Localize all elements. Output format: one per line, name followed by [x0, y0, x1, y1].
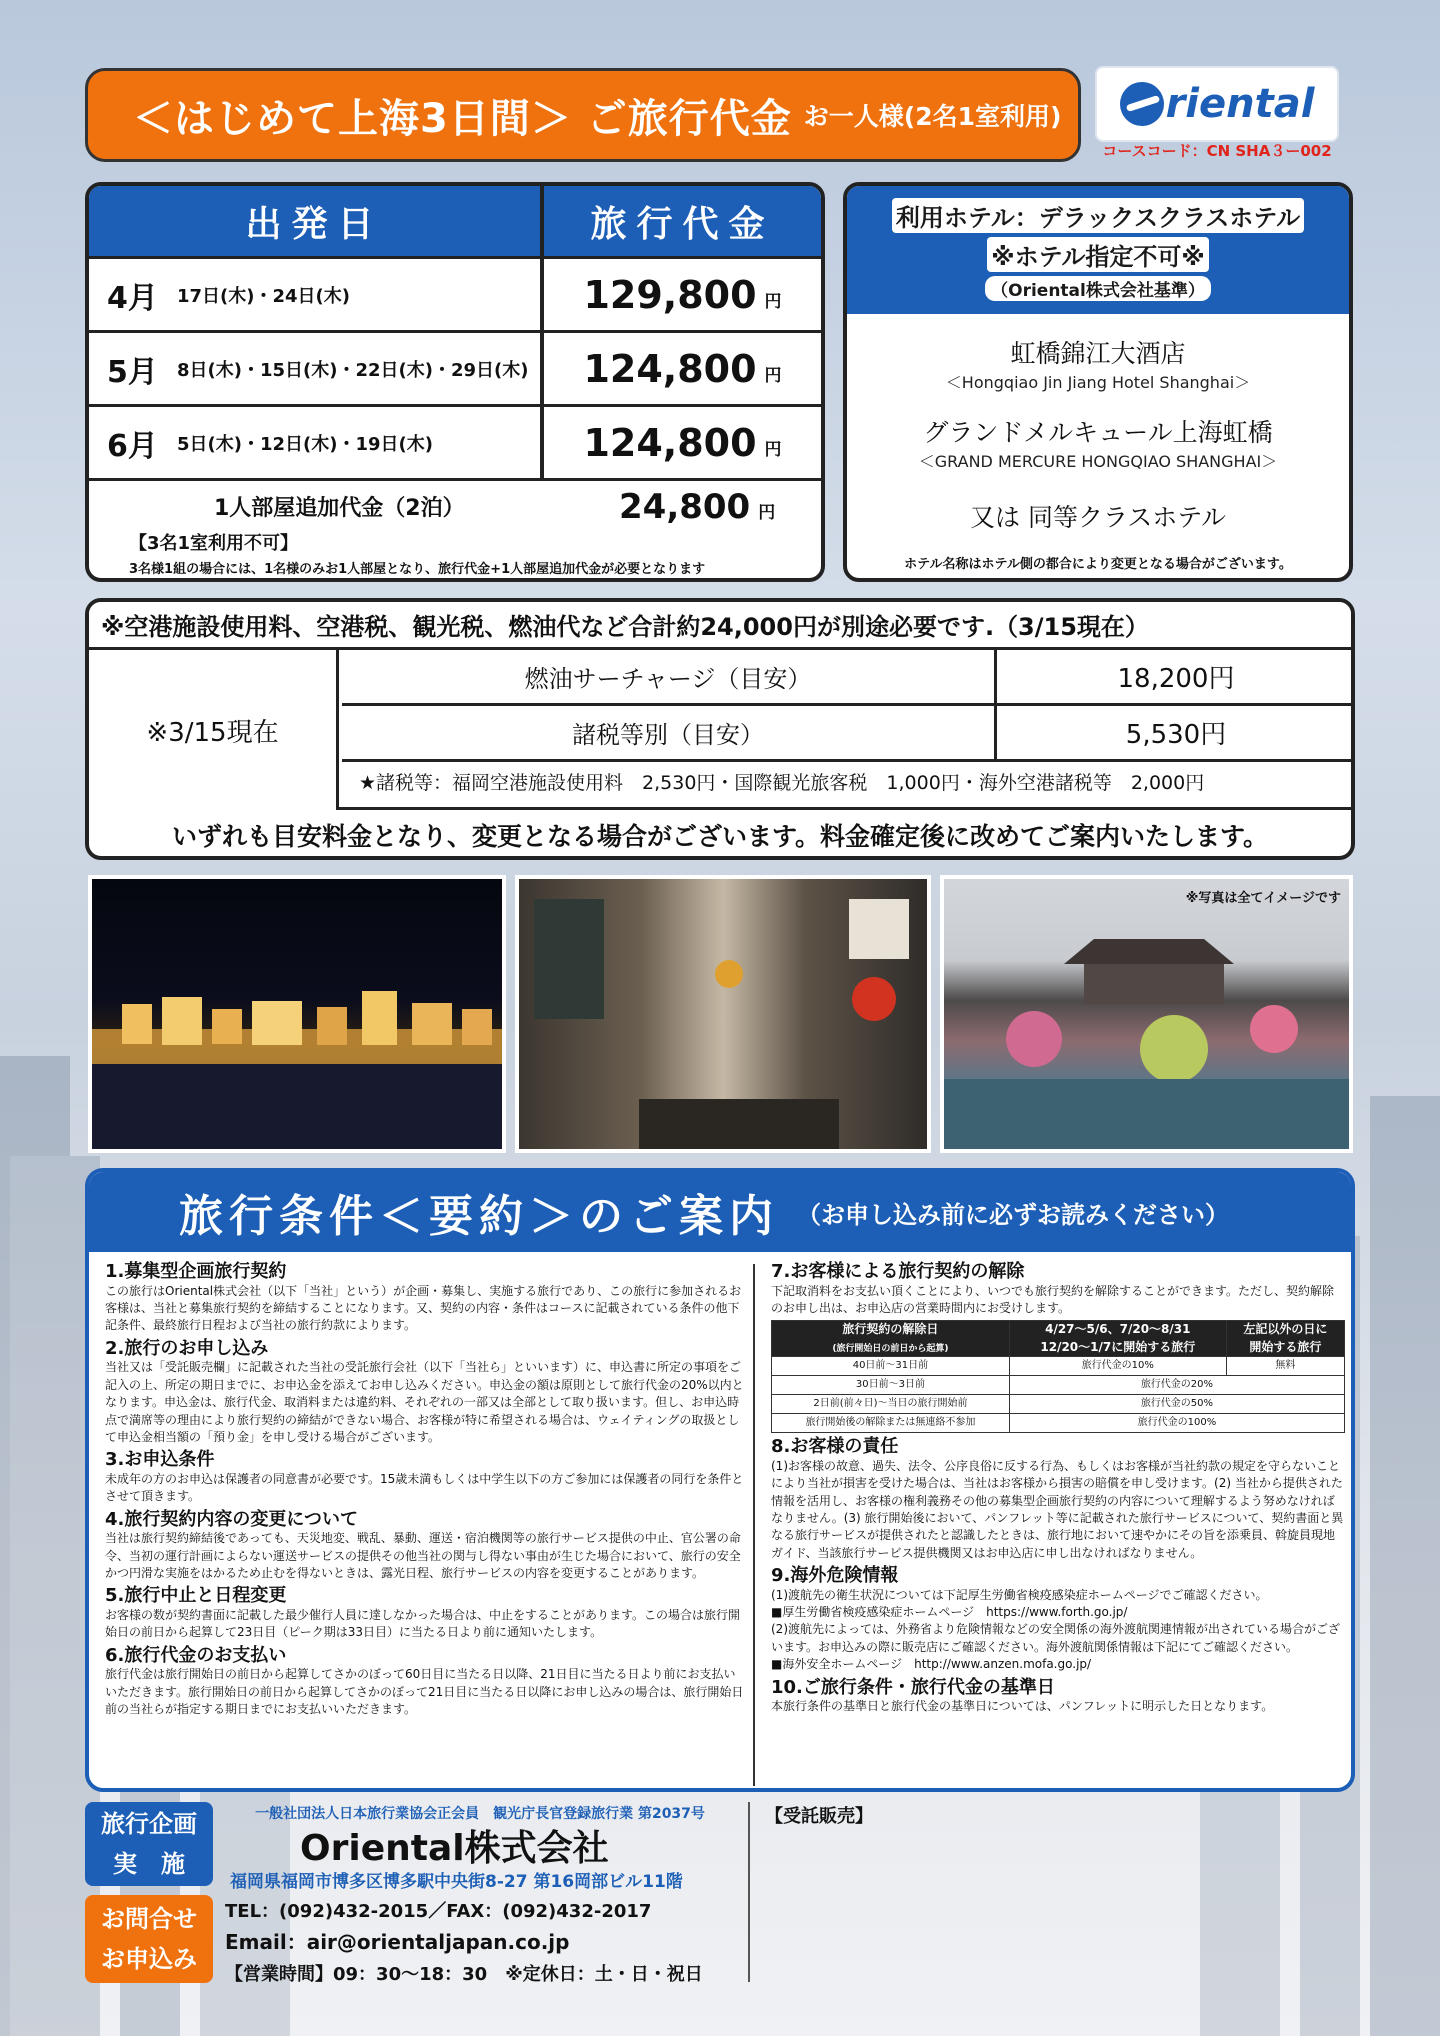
- planning-tag-line1: 旅行企画: [101, 1810, 197, 1838]
- month: 4月: [107, 280, 158, 316]
- section-text: 当社又は「受託販売欄」に記載された当社の受託旅行会社（以下「当社ら」といいます）に、申込書に所定の事項をご記入の上、所定の期日までに、お申込金を添えてお申し込みください。申込金の額は原則として旅行代金の20%以内となります。申込金は、旅行代金、取消料または違約料、それぞれの一部又は全部として取り扱います。但し、お申込時点で満席等の理由により旅行契約の締結ができない場合、お客様が特に希望される場合は、ウェイティングの取扱として申込金相当額の「預り金」を申し受ける場合がございます。: [105, 1360, 744, 1444]
- departure-days: 8日(木)・15日(木)・22日(木)・29日(木): [177, 359, 529, 381]
- cancel-row: [772, 1357, 1345, 1376]
- month: 5月: [107, 354, 158, 390]
- tax-value: 5,530円: [1125, 720, 1227, 750]
- yen-unit: 円: [764, 440, 782, 460]
- contact-tag-line2: お申込み: [101, 1945, 197, 1973]
- logo-text: riental: [1165, 81, 1315, 127]
- old-street-illustration: [519, 879, 929, 1149]
- page-title: ＜はじめて上海3日間＞ ご旅行代金: [133, 95, 792, 142]
- section-text: 未成年の方のお申込は保護者の同意書が必要です。15歳未満もしくは中学生以下の方ご参加には保護者の同行を条件とさせて頂きます。: [105, 1471, 744, 1504]
- section-text: 下記取消料をお支払い頂くことにより、いつでも旅行契約を解除することができます。ただし、契約解除のお申し出は、お申込店の営業時間内にお受けします。: [771, 1283, 1335, 1315]
- fees-footer: いずれも目安料金となり、変更となる場合がございます。料金確定後に改めてご案内いたします。: [171, 822, 1268, 851]
- contact-tag: [85, 1895, 213, 1983]
- yuyuan-illustration: [944, 879, 1349, 1149]
- cancel-cell: 旅行開始後の解除または無連絡不参加: [772, 1414, 1010, 1433]
- photo-yuyuan-garden: [940, 875, 1353, 1153]
- cancel-cell: 40日前〜31日前: [772, 1357, 1010, 1376]
- single-supplement-label: 1人部屋追加代金（2泊）: [214, 496, 465, 521]
- photo-note: ※写真は全てイメージです: [1185, 891, 1341, 906]
- section-heading: 3.お申込条件: [105, 1449, 215, 1471]
- page-title-sub: お一人様(2名1室利用): [803, 102, 1062, 131]
- consignment-sales: 【受託販売】: [765, 1806, 873, 1827]
- hotel1-name-en: ＜Hongqiao Jin Jiang Hotel Shanghai＞: [945, 373, 1251, 392]
- conditions-title: 旅行条件＜要約＞のご案内: [179, 1191, 779, 1242]
- yen-unit: 円: [758, 503, 776, 523]
- planning-tag: [85, 1802, 213, 1886]
- section-text: (1)渡航先の衛生状況については下記厚生労働省検疫感染症ホームページでご確認ください。: [771, 1587, 1268, 1602]
- photo-old-street: [515, 875, 931, 1153]
- yen-unit: 円: [764, 292, 782, 312]
- photo-bund-night: [88, 875, 506, 1153]
- cancel-col-header-sub: (旅行開始日の前日から起算): [832, 1343, 949, 1354]
- cancel-col-header: [772, 1321, 1010, 1357]
- cancel-cell: 旅行代金の10%: [1009, 1357, 1226, 1376]
- yen-unit: 円: [764, 366, 782, 386]
- association-info: 一般社団法人日本旅行業協会正会員 観光庁長官登録旅行業 第2037号: [255, 1806, 705, 1822]
- contact-tag-line1: お問合せ: [101, 1905, 197, 1933]
- hotel-note: ホテル名称はホテル側の都合により変更となる場合がございます。: [904, 557, 1292, 572]
- hotel2-name-en: ＜GRAND MERCURE HONGQIAO SHANGHAI＞: [918, 452, 1278, 471]
- hotel-or-equivalent: 又は 同等クラスホテル: [970, 503, 1226, 532]
- section-heading: 8.お客様の責任: [771, 1436, 899, 1458]
- section-text: 当社は旅行契約締結後であっても、天災地変、戦乱、暴動、運送・宿泊機関等の旅行サービス提供の中止、官公署の命令、当初の運行計画によらない運送サービスの提供その他当社の関与し得ない事由が生じた場合において、旅行の安全かつ円滑な実施をはかるため止むを得ないときは、露光日程、旅行サービスの内容を変更することがあります。: [105, 1531, 741, 1581]
- section-heading: 1.募集型企画旅行契約: [105, 1261, 287, 1282]
- cancel-cell: 30日前〜3日前: [772, 1376, 1010, 1395]
- cancel-cell: 旅行代金の20%: [1009, 1376, 1344, 1395]
- header-travel-price: 旅行代金: [590, 203, 775, 245]
- cancel-row: [772, 1414, 1345, 1433]
- email-address[interactable]: Email：air@orientaljapan.co.jp: [225, 1930, 570, 1954]
- phone-fax[interactable]: TEL：(092)432-2015／FAX：(092)432-2017: [225, 1901, 652, 1922]
- price-row: [89, 330, 821, 404]
- single-supplement-price: 24,800: [619, 487, 751, 527]
- month: 6月: [107, 428, 158, 464]
- anzen-link[interactable]: ■海外安全ホームページ http://www.anzen.mofa.go.jp/: [771, 1657, 1092, 1672]
- conditions-box: [85, 1168, 1355, 1792]
- footer-divider: [748, 1802, 750, 1982]
- cancel-col-header: 左記以外の日に 開始する旅行: [1226, 1321, 1344, 1357]
- price: 124,800: [583, 420, 757, 465]
- company-name: Oriental株式会社: [300, 1828, 609, 1869]
- departure-days: 17日(木)・24日(木): [177, 285, 351, 307]
- fees-as-of: ※3/15現在: [89, 650, 339, 810]
- bund-night-illustration: [92, 879, 502, 1149]
- hotel-box: [843, 182, 1353, 582]
- section-text: この旅行はOriental株式会社（以下「当社」という）が企画・募集し、実施する旅行であり、この旅行に参加されるお客様は、当社と募集旅行契約を締結することになります。又、契約の内容・条件はコースに記載されている条件の他下記条件、最終旅行日程および当社の旅行約款によります。: [105, 1283, 742, 1333]
- tax-detail: ★諸税等：福岡空港施設使用料 2,530円・国際観光旅客税 1,000円・海外空港諸税等 2,000円: [359, 772, 1205, 794]
- business-hours: 【営業時間】09：30〜18：30 ※定休日：土・日・祝日: [225, 1964, 703, 1985]
- course-code: コースコード：CN SHA３ー002: [1102, 142, 1332, 160]
- hotel-not-specifiable: ※ホテル指定不可※: [987, 237, 1208, 272]
- column-divider: [753, 1264, 755, 1786]
- section-heading: 5.旅行中止と日程変更: [105, 1585, 287, 1607]
- price-row: [89, 404, 821, 478]
- cancel-cell: 2日前(前々日)〜当日の旅行開始前: [772, 1395, 1010, 1414]
- section-heading: 2.旅行のお申し込み: [105, 1337, 269, 1359]
- cancellation-table: [771, 1320, 1345, 1433]
- section-text: お客様の数が契約書面に記載した最少催行人員に達しなかった場合は、中止をすることがあります。この場合は旅行開始日の前日から起算して23日目（ピーク期は33日目）に当たる日より前に通知いたします。: [105, 1608, 741, 1640]
- cancel-cell: 旅行代金の50%: [1009, 1395, 1344, 1414]
- conditions-subtitle: （お申し込み前に必ずお読みください）: [797, 1200, 1229, 1229]
- hotel1-name: 虹橋錦江大酒店: [1010, 339, 1186, 368]
- triple-note: 3名様1組の場合には、1名様のみお1人部屋となり、旅行代金+1人部屋追加代金が必要となります: [129, 562, 706, 577]
- section-heading: 4.旅行契約内容の変更について: [105, 1508, 359, 1530]
- section-text: (2)渡航先によっては、外務省より危険情報などの安全関係の海外渡航関連情報が出されている場合がございます。お申込みの際に販売店にご確認ください。海外渡航関係情報は下記にてご確認ください。: [771, 1622, 1341, 1654]
- single-supplement: [89, 478, 821, 582]
- section-heading: 9.海外危険情報: [771, 1565, 899, 1587]
- triple-not-allowed: 【3名1室利用不可】: [129, 533, 299, 554]
- hotel2-name: グランドメルキュール上海虹橋: [923, 418, 1273, 447]
- section-text: (1)お客様の故意、過失、法令、公序良俗に反する行為、もしくはお客様が当社約款の規定を守らないことにより当社が損害を受けた場合は、当社はお客様から損害の賠償を申し受けます。(2) 当社から提供された情報を活用し、お客様の権利義務その他の募集型企画旅行契約の内容について理解するよう努めなければなりません。(3) 旅行開始後において、パンフレット等に記載された旅行サービスについて、契約書面と異なる旅行サービスが提供されたと認識したときは、旅行地において速やかにその旨を添乗員、斡旋員現地ガイド、当該旅行サービス提供機関又はお申込店に申し出なければなりません。: [771, 1458, 1344, 1560]
- planning-tag-line2: 実 施: [113, 1850, 185, 1878]
- tax-row: [342, 706, 1355, 762]
- price-table: [85, 182, 825, 582]
- logo-globe-icon: [1120, 82, 1164, 126]
- oriental-logo: [1097, 68, 1337, 140]
- tax-label: 諸税等別（目安）: [342, 706, 997, 759]
- section-text: 旅行代金は旅行開始日の前日から起算してさかのぼって60日目に当たる日以降、21日目に当たる日より前にお支払いいただきます。旅行開始日の前日から起算してさかのぼって21日目に当たる日以降にお申し込みの場合は、旅行開始日前の当社らが指定する期日までにお支払いいただきます。: [105, 1667, 744, 1717]
- cancel-cell: 無料: [1226, 1357, 1344, 1376]
- cancel-row: [772, 1395, 1345, 1414]
- hotel-standard: （Oriental株式会社基準）: [985, 276, 1211, 301]
- section-text: 本旅行条件の基準日と旅行代金の基準日については、パンフレットに明示した日となります。: [771, 1699, 1274, 1714]
- price: 129,800: [583, 272, 757, 317]
- cancel-col-header-label: 旅行契約の解除日: [842, 1322, 939, 1337]
- fuel-row: [342, 650, 1355, 706]
- section-heading: 7.お客様による旅行契約の解除: [771, 1261, 1025, 1282]
- section-heading: 10.ご旅行条件・旅行代金の基準日: [771, 1676, 1055, 1698]
- fees-title: ※空港施設使用料、空港税、観光税、燃油代など合計約24,000円が別途必要です.（3/15現在）: [89, 602, 1351, 650]
- cancel-cell: 旅行代金の100%: [1009, 1414, 1344, 1433]
- price-row: [89, 256, 821, 330]
- forth-link[interactable]: ■厚生労働省検疫感染症ホームページ https://www.forth.go.jp/: [771, 1605, 1128, 1620]
- hotel-class: 利用ホテル：デラックスクラスホテル: [892, 198, 1304, 233]
- company-address: 福岡県福岡市博多区博多駅中央街8-27 第16岡部ビル11階: [230, 1872, 683, 1892]
- section-heading: 6.旅行代金のお支払い: [105, 1644, 287, 1666]
- title-bar: [85, 68, 1081, 162]
- fees-box: [85, 598, 1355, 860]
- price: 124,800: [583, 346, 757, 391]
- departure-days: 5日(木)・12日(木)・19日(木): [177, 433, 433, 455]
- cancel-row: [772, 1376, 1345, 1395]
- cancel-col-header: 4/27〜5/6、7/20〜8/31 12/20〜1/7に開始する旅行: [1009, 1321, 1226, 1357]
- fuel-value: 18,200円: [1117, 664, 1235, 694]
- header-departure-date: 出発日: [89, 186, 544, 256]
- fuel-label: 燃油サーチャージ（目安）: [342, 650, 997, 703]
